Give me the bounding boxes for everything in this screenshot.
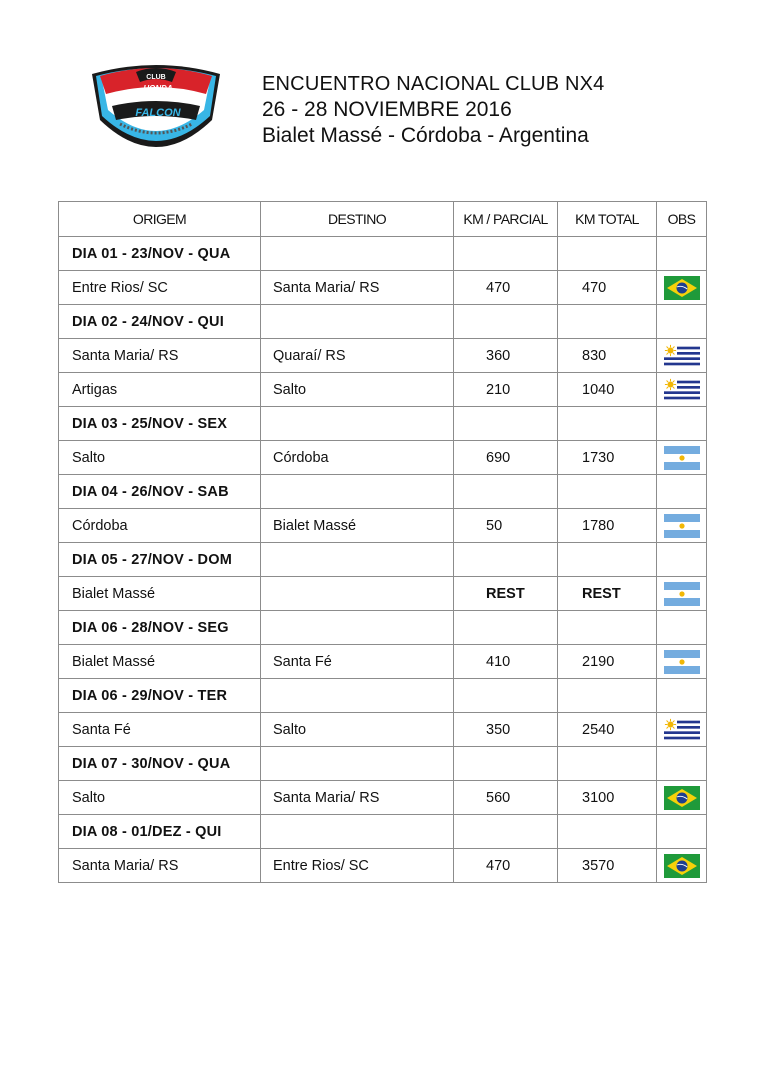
empty-cell <box>261 679 454 713</box>
empty-cell <box>261 815 454 849</box>
day-header-row <box>59 611 707 645</box>
empty-cell <box>657 237 707 271</box>
km-total-cell: 2190 <box>558 645 657 679</box>
table-row <box>59 271 707 305</box>
empty-cell <box>558 407 657 441</box>
empty-cell <box>454 815 558 849</box>
table-row <box>59 781 707 815</box>
origem-cell: Salto <box>59 781 261 815</box>
empty-cell <box>657 679 707 713</box>
itinerary-table <box>58 201 707 883</box>
day-header-row <box>59 475 707 509</box>
empty-cell <box>558 237 657 271</box>
empty-cell <box>261 407 454 441</box>
origem-cell: Santa Maria/ RS <box>59 849 261 883</box>
km-total-cell: REST <box>558 577 657 611</box>
empty-cell <box>261 237 454 271</box>
argentina-flag-icon <box>664 585 700 601</box>
empty-cell <box>261 611 454 645</box>
empty-cell <box>261 747 454 781</box>
col-km-total: KM TOTAL <box>558 202 657 237</box>
empty-cell <box>454 543 558 577</box>
obs-cell <box>657 577 707 611</box>
destino-cell: Bialet Massé <box>261 509 454 543</box>
km-parcial-cell: 470 <box>454 271 558 305</box>
empty-cell <box>261 475 454 509</box>
table-row <box>59 645 707 679</box>
day-label: DIA 06 - 28/NOV - SEG <box>59 611 261 645</box>
argentina-flag-icon <box>664 449 700 465</box>
brazil-flag-icon <box>664 279 700 295</box>
table-row <box>59 441 707 475</box>
day-label: DIA 01 - 23/NOV - QUA <box>59 237 261 271</box>
empty-cell <box>454 679 558 713</box>
destino-cell: Quaraí/ RS <box>261 339 454 373</box>
destino-cell: Córdoba <box>261 441 454 475</box>
obs-cell <box>657 713 707 747</box>
brazil-flag-icon <box>664 857 700 873</box>
col-origem: ORIGEM <box>59 202 261 237</box>
empty-cell <box>558 679 657 713</box>
destino-cell: Salto <box>261 373 454 407</box>
table-row <box>59 713 707 747</box>
event-location: Bialet Massé - Córdoba - Argentina <box>262 124 589 147</box>
club-honda-logo <box>86 62 226 162</box>
day-label: DIA 06 - 29/NOV - TER <box>59 679 261 713</box>
col-destino: DESTINO <box>261 202 454 237</box>
km-total-cell: 1730 <box>558 441 657 475</box>
km-total-cell: 2540 <box>558 713 657 747</box>
km-parcial-cell: 360 <box>454 339 558 373</box>
empty-cell <box>657 611 707 645</box>
brazil-flag-icon <box>664 789 700 805</box>
uruguay-flag-icon <box>664 381 700 397</box>
day-header-row <box>59 305 707 339</box>
origem-cell: Bialet Massé <box>59 645 261 679</box>
empty-cell <box>558 543 657 577</box>
uruguay-flag-icon <box>664 347 700 363</box>
km-parcial-cell: 350 <box>454 713 558 747</box>
obs-cell <box>657 509 707 543</box>
event-dates: 26 - 28 NOVIEMBRE 2016 <box>262 98 512 121</box>
empty-cell <box>454 237 558 271</box>
origem-cell: Artigas <box>59 373 261 407</box>
km-parcial-cell: 560 <box>454 781 558 815</box>
empty-cell <box>558 305 657 339</box>
day-label: DIA 04 - 26/NOV - SAB <box>59 475 261 509</box>
empty-cell <box>454 475 558 509</box>
destino-cell: Santa Fé <box>261 645 454 679</box>
table-row <box>59 373 707 407</box>
argentina-flag-icon <box>664 653 700 669</box>
destino-cell <box>261 577 454 611</box>
empty-cell <box>454 407 558 441</box>
obs-cell <box>657 645 707 679</box>
empty-cell <box>454 305 558 339</box>
day-label: DIA 02 - 24/NOV - QUI <box>59 305 261 339</box>
uruguay-flag-icon <box>664 721 700 737</box>
day-header-row <box>59 679 707 713</box>
origem-cell: Santa Maria/ RS <box>59 339 261 373</box>
table-row <box>59 509 707 543</box>
event-title: ENCUENTRO NACIONAL CLUB NX4 <box>262 73 605 95</box>
table-row <box>59 849 707 883</box>
svg-text:CLUB: CLUB <box>146 74 166 81</box>
empty-cell <box>657 815 707 849</box>
origem-cell: Entre Rios/ SC <box>59 271 261 305</box>
empty-cell <box>657 543 707 577</box>
empty-cell <box>454 747 558 781</box>
origem-cell: Salto <box>59 441 261 475</box>
km-total-cell: 3100 <box>558 781 657 815</box>
obs-cell <box>657 271 707 305</box>
day-label: DIA 03 - 25/NOV - SEX <box>59 407 261 441</box>
km-parcial-cell: 410 <box>454 645 558 679</box>
argentina-flag-icon <box>664 517 700 533</box>
day-header-row <box>59 815 707 849</box>
destino-cell: Salto <box>261 713 454 747</box>
empty-cell <box>558 611 657 645</box>
table-header-row <box>59 202 707 237</box>
svg-text:FALCON: FALCON <box>135 107 181 119</box>
km-parcial-cell: REST <box>454 577 558 611</box>
empty-cell <box>558 747 657 781</box>
destino-cell: Santa Maria/ RS <box>261 781 454 815</box>
day-header-row <box>59 543 707 577</box>
km-total-cell: 470 <box>558 271 657 305</box>
col-obs: OBS <box>657 202 707 237</box>
day-header-row <box>59 237 707 271</box>
empty-cell <box>558 815 657 849</box>
day-label: DIA 08 - 01/DEZ - QUI <box>59 815 261 849</box>
km-total-cell: 1040 <box>558 373 657 407</box>
empty-cell <box>261 543 454 577</box>
col-km-parcial: KM / PARCIAL <box>454 202 558 237</box>
km-parcial-cell: 690 <box>454 441 558 475</box>
event-title-block <box>262 74 605 151</box>
empty-cell <box>657 305 707 339</box>
km-total-cell: 3570 <box>558 849 657 883</box>
obs-cell <box>657 339 707 373</box>
empty-cell <box>261 305 454 339</box>
table-row <box>59 339 707 373</box>
km-parcial-cell: 210 <box>454 373 558 407</box>
empty-cell <box>558 475 657 509</box>
day-label: DIA 07 - 30/NOV - QUA <box>59 747 261 781</box>
table-row <box>59 577 707 611</box>
obs-cell <box>657 849 707 883</box>
origem-cell: Santa Fé <box>59 713 261 747</box>
km-total-cell: 1780 <box>558 509 657 543</box>
obs-cell <box>657 373 707 407</box>
km-parcial-cell: 470 <box>454 849 558 883</box>
km-total-cell: 830 <box>558 339 657 373</box>
day-header-row <box>59 407 707 441</box>
empty-cell <box>454 611 558 645</box>
day-label: DIA 05 - 27/NOV - DOM <box>59 543 261 577</box>
itinerary-body <box>59 237 707 883</box>
obs-cell <box>657 441 707 475</box>
empty-cell <box>657 475 707 509</box>
destino-cell: Santa Maria/ RS <box>261 271 454 305</box>
empty-cell <box>657 407 707 441</box>
day-header-row <box>59 747 707 781</box>
km-parcial-cell: 50 <box>454 509 558 543</box>
origem-cell: Bialet Massé <box>59 577 261 611</box>
empty-cell <box>657 747 707 781</box>
obs-cell <box>657 781 707 815</box>
svg-text:HONDA: HONDA <box>143 84 173 93</box>
destino-cell: Entre Rios/ SC <box>261 849 454 883</box>
origem-cell: Córdoba <box>59 509 261 543</box>
